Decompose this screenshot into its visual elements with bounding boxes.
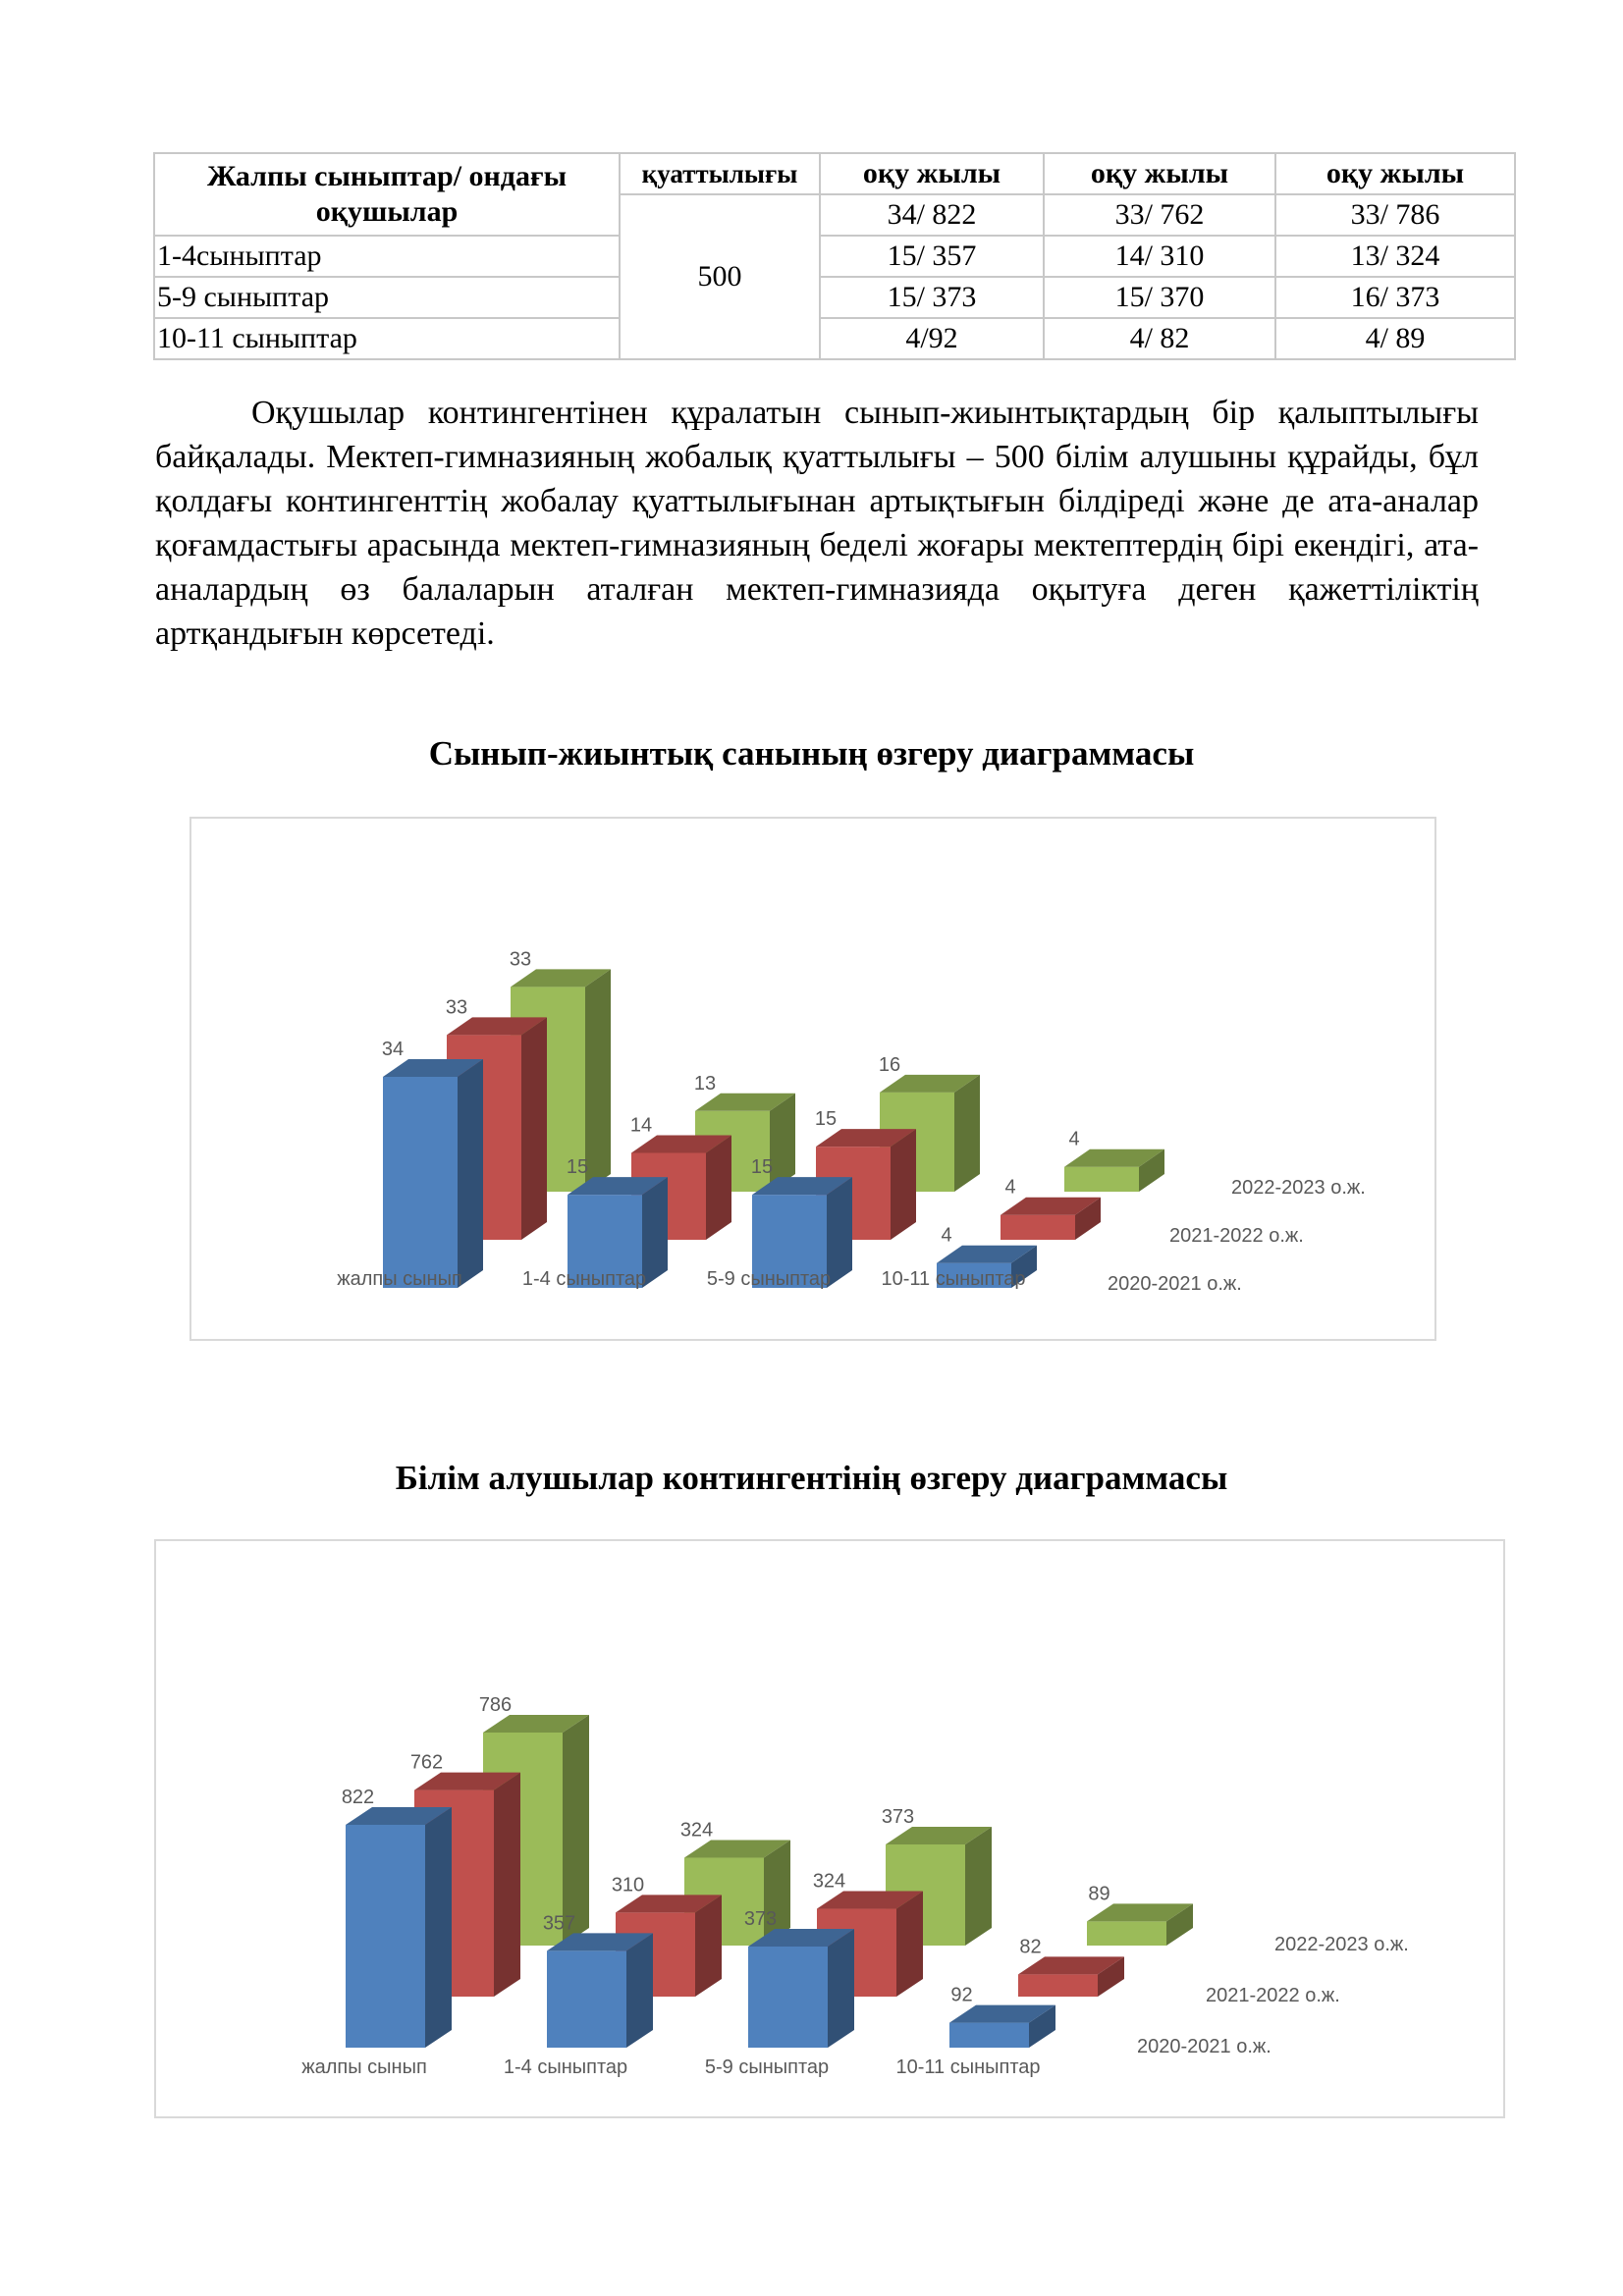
chart2-svg [156, 1541, 1503, 2116]
table-cell: 16/ 373 [1275, 277, 1515, 318]
bar-front [1001, 1215, 1075, 1240]
data-label: 15 [814, 1108, 838, 1131]
table-cell: 14/ 310 [1044, 236, 1275, 277]
table-cell: 13/ 324 [1275, 236, 1515, 277]
data-label: 762 [409, 1751, 444, 1774]
table-cell: 15/ 370 [1044, 277, 1275, 318]
bar-side [585, 969, 611, 1192]
bar-side [896, 1892, 923, 1997]
data-label: 373 [743, 1907, 778, 1930]
header-year-1: оқу жылы [820, 153, 1044, 194]
data-label: 324 [679, 1819, 714, 1842]
data-label: 89 [1088, 1883, 1110, 1905]
category-label: жалпы сынып [337, 1268, 462, 1290]
series-label: 2020-2021 о.ж. [1108, 1273, 1242, 1295]
data-label: 14 [629, 1114, 653, 1137]
series-label: 2020-2021 о.ж. [1137, 2036, 1271, 2057]
bar-side [563, 1715, 589, 1946]
bar-front [346, 1825, 425, 2048]
bar-front [949, 2023, 1029, 2048]
category-label: 5-9 сыныптар [704, 2056, 830, 2078]
chart1-svg [191, 819, 1434, 1339]
contingent-table [153, 152, 1516, 360]
category-label: 5-9 сыныптар [706, 1268, 832, 1290]
data-label: 34 [381, 1039, 405, 1060]
data-label: 310 [611, 1874, 645, 1896]
table-cell: 4/ 82 [1044, 318, 1275, 359]
bar-side [494, 1773, 520, 1997]
category-label: 10-11 сыныптар [895, 2056, 1041, 2078]
table-row [154, 277, 1515, 318]
bar-front [547, 1950, 626, 2048]
category-label: жалпы сынып [301, 2056, 427, 2078]
bar-front [748, 1947, 828, 2048]
body-paragraph [155, 391, 1479, 656]
data-label: 786 [478, 1693, 513, 1716]
category-label: 1-4 сыныптар [521, 1268, 647, 1290]
category-label: 10-11 сыныптар [881, 1268, 1026, 1290]
series-label: 2021-2022 о.ж. [1206, 1985, 1340, 2006]
data-label: 92 [950, 1984, 973, 2006]
table-cell: 15/ 373 [820, 277, 1044, 318]
series-label: 2022-2023 о.ж. [1231, 1177, 1366, 1199]
bar-side [458, 1059, 483, 1288]
bar-side [521, 1017, 547, 1240]
data-label: 33 [509, 948, 532, 971]
table-row [154, 236, 1515, 277]
bar-side [425, 1807, 452, 2048]
data-label: 33 [445, 996, 468, 1019]
row-label: 1-4сыныптар [154, 236, 620, 277]
data-label: 373 [881, 1805, 915, 1828]
data-label: 357 [542, 1912, 576, 1935]
bar-side [626, 1933, 653, 2048]
data-label: 4 [941, 1224, 952, 1247]
series-label: 2022-2023 о.ж. [1274, 1934, 1409, 1955]
row-label: 5-9 сыныптар [154, 277, 620, 318]
table-cell: 4/92 [820, 318, 1044, 359]
bar-front [383, 1077, 458, 1288]
table-row [154, 318, 1515, 359]
table-cell: 15/ 357 [820, 236, 1044, 277]
chart2-container [154, 1539, 1505, 2118]
bar-side [828, 1929, 854, 2048]
bar-front [1064, 1167, 1139, 1192]
bar-front [1018, 1974, 1098, 1997]
data-label: 4 [1004, 1176, 1016, 1199]
bar-front [1087, 1921, 1166, 1946]
chart2-heading: Білім алушылар контингентінің өзгеру диаграммасы [395, 1459, 1228, 1497]
table-cell: 34/ 822 [820, 194, 1044, 236]
table-cell: 33/ 762 [1044, 194, 1275, 236]
series-label: 2021-2022 о.ж. [1169, 1225, 1304, 1247]
data-label: 82 [1019, 1936, 1042, 1958]
header-capacity: қуаттылығы [620, 153, 820, 194]
header-year-3: оқу жылы [1275, 153, 1515, 194]
chart1-container [189, 817, 1436, 1341]
row-label: 10-11 сыныптар [154, 318, 620, 359]
table-cell: 33/ 786 [1275, 194, 1515, 236]
capacity-value: 500 [620, 194, 820, 359]
header-year-2: оқу жылы [1044, 153, 1275, 194]
table-cell: 4/ 89 [1275, 318, 1515, 359]
chart1-heading: Сынып-жиынтық санының өзгеру диаграммасы [428, 734, 1195, 773]
data-label: 324 [812, 1870, 846, 1893]
data-label: 822 [341, 1787, 375, 1808]
data-label: 15 [750, 1156, 774, 1179]
data-label: 16 [878, 1053, 901, 1076]
data-label: 15 [566, 1156, 589, 1179]
table-header-row [154, 153, 1515, 194]
data-label: 4 [1068, 1128, 1080, 1150]
bar-side [891, 1129, 916, 1240]
bar-side [695, 1895, 722, 1997]
bar-side [965, 1827, 992, 1946]
bar-side [706, 1135, 731, 1240]
bar-side [954, 1075, 980, 1192]
paragraph-text: Оқушылар контингентінен құралатын сынып-жиынтықтардың бір қалыптылығы байқалады. Мектеп-гимназияның жобалық қуаттылығы – 500 білім алушыны құрайды, бұл қолдағы контингенттің жобалау қуаттылығынан артықтығын білдіреді және де ата-аналар қоғамдастығы арасында мектеп-гимназияның беделі жоғары мектептердің бірі екендігі, ата-аналардың өз балаларын аталған мектеп-гимназияда оқытуға деген қажеттіліктің артқандығын көрсетеді. [155, 395, 1479, 652]
header-classes-students: Жалпы сыныптар/ ондағы оқушылар [154, 153, 620, 236]
data-label: 13 [693, 1072, 717, 1095]
category-label: 1-4 сыныптар [503, 2056, 628, 2078]
